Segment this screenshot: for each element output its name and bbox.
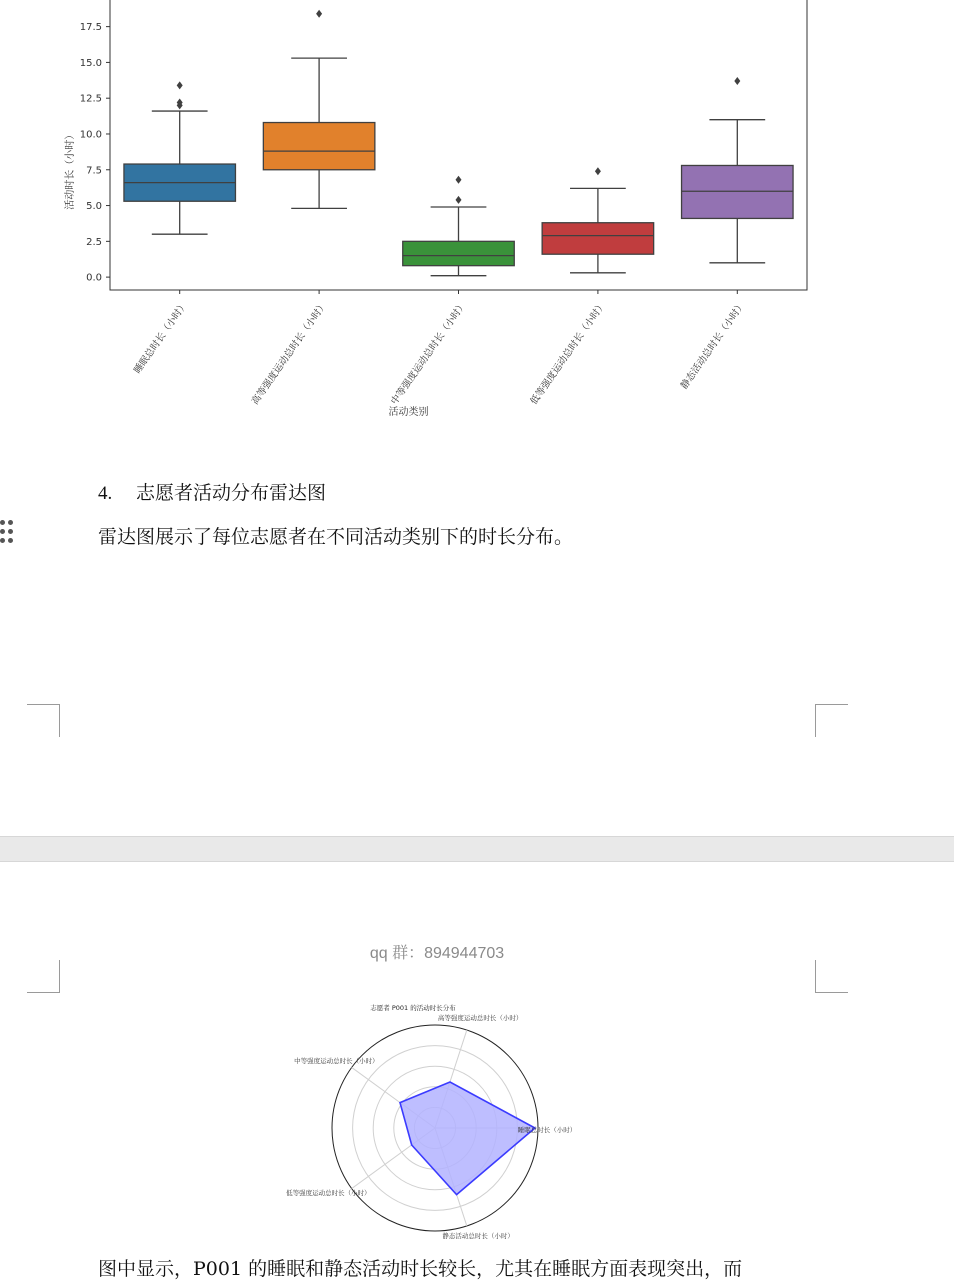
x-tick-label: 静态活动总时长（小时） — [678, 299, 748, 392]
y-tick-label: 0.0 — [86, 272, 102, 284]
box-4 — [542, 167, 654, 273]
radar-title: 志愿者 P001 的活动时长分布 — [370, 1004, 456, 1012]
box-iqr — [263, 123, 375, 170]
y-tick-label: 2.5 — [86, 236, 102, 248]
watermark-text: qq 群：894944703 — [369, 945, 505, 962]
outlier-point — [456, 196, 462, 204]
outlier-point — [595, 167, 601, 175]
x-tick-label: 睡眠总时长（小时） — [132, 299, 191, 376]
crop-mark-top-left — [27, 960, 60, 993]
radar-series-area — [400, 1082, 535, 1195]
y-tick-label: 17.5 — [79, 22, 102, 34]
y-axis-label: 活动时长（小时） — [65, 129, 76, 210]
section-title: 志愿者活动分布雷达图 — [136, 482, 327, 504]
x-tick-label: 中等强度运动总时长（小时） — [389, 299, 469, 407]
radar-chart — [280, 996, 600, 1241]
y-tick-label: 7.5 — [86, 165, 102, 177]
y-tick-label: 10.0 — [79, 129, 102, 141]
outlier-point — [177, 81, 183, 89]
y-tick-label: 12.5 — [79, 93, 102, 105]
outlier-point — [456, 176, 462, 184]
x-tick-label: 高等强度运动总时长（小时） — [249, 299, 330, 407]
crop-mark-bottom-right — [815, 704, 848, 737]
crop-mark-top-right — [815, 960, 848, 993]
radar-axis-label: 中等强度运动总时长（小时） — [294, 1057, 379, 1066]
drag-handle[interactable] — [0, 520, 14, 550]
conclusion-text: 图中显示，P001 的睡眠和静态活动时长较长，尤其在睡眠方面表现突出，而 — [98, 1258, 743, 1280]
x-axis-label: 活动类别 — [388, 407, 429, 418]
box-iqr — [403, 241, 515, 265]
box-5 — [682, 77, 794, 263]
y-tick-label: 15.0 — [79, 57, 102, 69]
radar-svg — [280, 996, 600, 1241]
page-gap — [0, 836, 954, 862]
section-number: 4. — [98, 483, 113, 504]
box-1 — [124, 81, 236, 234]
boxplot-chart — [60, 0, 820, 430]
box-iqr — [682, 165, 794, 218]
radar-axis-label: 高等强度运动总时长（小时） — [437, 1014, 523, 1023]
x-tick-label: 低等强度运动总时长（小时） — [528, 299, 609, 407]
box-2 — [263, 10, 375, 209]
y-tick-label: 5.0 — [86, 201, 102, 213]
outlier-point — [316, 10, 322, 18]
radar-axis-label: 低等强度运动总时长（小时） — [286, 1188, 371, 1197]
boxplot-svg — [60, 0, 820, 430]
radar-axis-label: 睡眠总时长（小时） — [517, 1126, 577, 1134]
outlier-point — [734, 77, 740, 85]
crop-mark-bottom-left — [27, 704, 60, 737]
section-heading — [98, 478, 326, 505]
box-iqr — [542, 223, 654, 254]
section-description: 雷达图展示了每位志愿者在不同活动类别下的时长分布。 — [98, 526, 574, 548]
radar-axis-label: 静态活动总时长（小时） — [442, 1231, 514, 1240]
box-3 — [403, 176, 515, 276]
